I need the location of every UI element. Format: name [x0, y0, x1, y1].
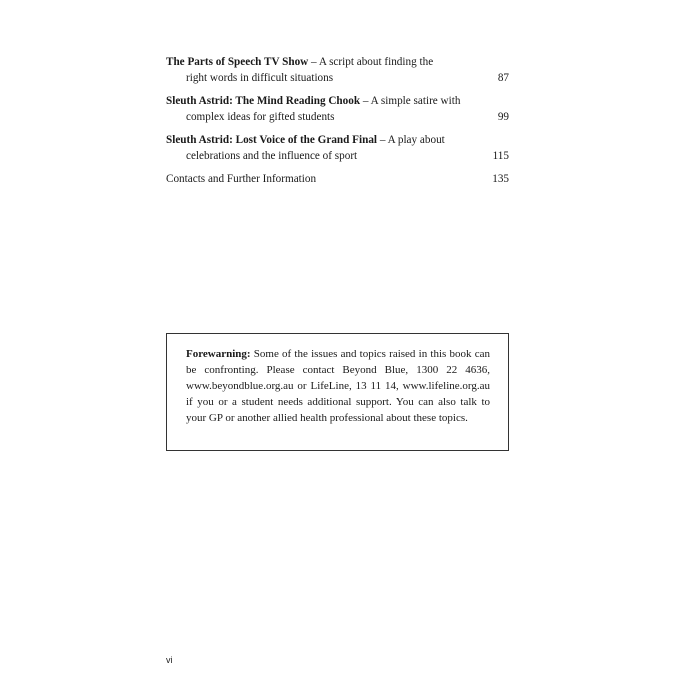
toc-entry-line-1	[166, 54, 511, 70]
toc-entry-title: Sleuth Astrid: Lost Voice of the Grand Final	[166, 134, 378, 146]
forewarning-label: Forewarning:	[186, 348, 251, 360]
toc-entry-line-1	[166, 132, 511, 148]
table-of-contents	[166, 54, 511, 194]
toc-entry-description: – A simple satire with	[360, 95, 461, 107]
toc-entry[interactable]	[166, 171, 511, 187]
toc-entry-description: – A play about	[377, 134, 445, 146]
toc-entry[interactable]	[166, 93, 511, 125]
toc-entry-line-1	[166, 93, 511, 109]
toc-entry-description: – A script about finding the	[308, 56, 434, 68]
toc-entry-description-continued: celebrations and the influence of sport	[186, 150, 358, 162]
toc-entry-description-continued: right words in difficult situations	[186, 72, 334, 84]
page-number-folio: vi	[166, 655, 173, 665]
toc-entry-page-number: 99	[497, 111, 509, 123]
forewarning-notice-box	[166, 333, 509, 451]
toc-entry-title-plain: Contacts and Further Information	[166, 173, 317, 185]
toc-entry-page-number: 87	[497, 72, 509, 84]
toc-entry-page-number: 115	[492, 150, 509, 162]
toc-entry-title: The Parts of Speech TV Show	[166, 56, 309, 68]
toc-entry-description-continued: complex ideas for gifted students	[186, 111, 335, 123]
toc-entry[interactable]	[166, 132, 511, 164]
toc-entry-title: Sleuth Astrid: The Mind Reading Chook	[166, 95, 361, 107]
toc-entry-page-number: 135	[492, 173, 509, 185]
forewarning-text: Some of the issues and topics raised in this book can be confronting. Please contact Beyond Blue, 1300 22 4636, www.beyondblue.org.au or LifeLine, 13 11 14, www.lifeline.org.au if you or a student needs additional support. You can also talk to your GP or another allied health professional about these topics.	[186, 348, 490, 424]
toc-entry[interactable]	[166, 54, 511, 86]
